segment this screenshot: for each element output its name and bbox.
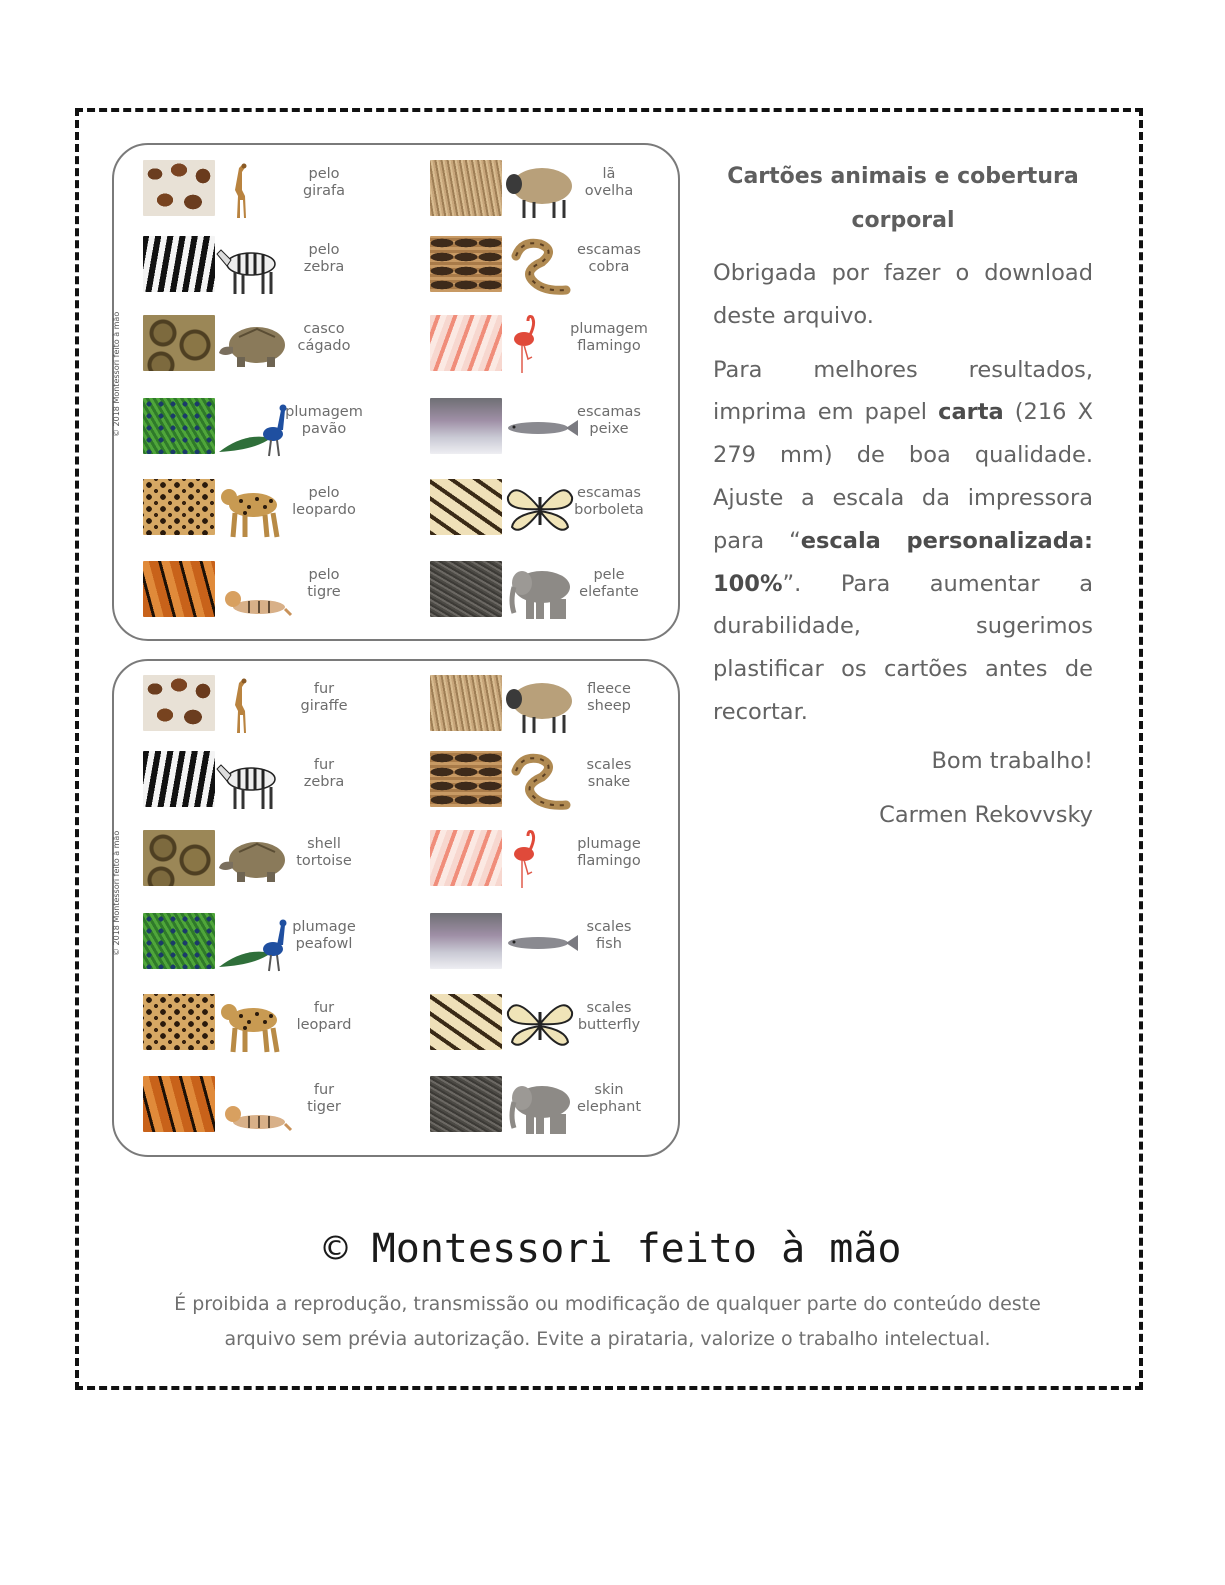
card-panel-portuguese: © 2018 Montessori feito à mão (112, 143, 680, 641)
card-butterfly (430, 994, 670, 1054)
card-covering-label: fleece (587, 681, 631, 697)
giraffe-texture-image (143, 160, 215, 216)
card-animal-label: zebra (303, 774, 345, 790)
card-covering-label: fur (313, 757, 335, 773)
card-animal-label: leopard (296, 1017, 352, 1033)
card-label (554, 757, 664, 791)
card-sheep (430, 675, 670, 735)
card-label (269, 1082, 379, 1116)
flamingo-texture-image (430, 315, 502, 371)
card-label (269, 757, 379, 791)
instructions-paragraph (713, 349, 1093, 734)
zebra-texture-image (143, 751, 215, 807)
card-covering-label: scales (586, 1000, 632, 1016)
tortoise-texture-image (143, 315, 215, 371)
info-body (713, 252, 1093, 745)
card-tiger (143, 561, 383, 621)
card-covering-label: scales (586, 919, 632, 935)
elephant-texture-image (430, 1076, 502, 1132)
peacock-texture-image (143, 913, 215, 969)
card-animal-label: zebra (303, 259, 345, 275)
card-animal-label: cágado (297, 338, 351, 354)
card-flamingo (430, 830, 670, 890)
card-animal-label: fish (596, 936, 622, 952)
snake-texture-image (430, 751, 502, 807)
brand-logo-text: © Montessori feito à mão (323, 1226, 902, 1272)
flamingo-texture-image (430, 830, 502, 886)
card-flamingo (430, 315, 670, 375)
card-label (554, 166, 664, 200)
card-covering-label: skin (594, 1082, 624, 1098)
legal-line-2: arquivo sem prévia autorização. Evite a pirataria, valorize o trabalho intelectual. (224, 1328, 991, 1350)
card-panel-english: © 2018 Montessori feito à mão (112, 659, 680, 1157)
card-label (554, 485, 664, 519)
card-animal-label: peixe (589, 421, 629, 437)
card-animal-label: sheep (587, 698, 631, 714)
giraffe-texture-image (143, 675, 215, 731)
card-fish (430, 398, 670, 458)
card-covering-label: fur (313, 681, 335, 697)
card-animal-label: elefante (579, 584, 639, 600)
card-label (269, 321, 379, 355)
card-covering-label: pelo (308, 485, 340, 501)
card-covering-label: plumage (292, 919, 356, 935)
paper-size-bold: carta (938, 399, 1004, 426)
card-snake (430, 236, 670, 296)
card-leopard (143, 479, 383, 539)
card-covering-label: plumagem (570, 321, 648, 337)
card-label (269, 836, 379, 870)
card-animal-label: peafowl (295, 936, 353, 952)
card-label (554, 321, 664, 355)
card-animal-label: flamingo (577, 338, 641, 354)
card-animal-label: leopardo (292, 502, 356, 518)
card-label (269, 681, 379, 715)
card-label (554, 836, 664, 870)
card-animal-label: pavão (301, 421, 347, 437)
card-covering-label: escamas (577, 242, 641, 258)
card-label (269, 404, 379, 438)
card-elephant (430, 561, 670, 621)
card-covering-label: pele (593, 567, 625, 583)
peacock-texture-image (143, 398, 215, 454)
legal-line-1: É proibida a reprodução, transmissão ou modificação de qualquer parte do conteúdo deste (174, 1293, 1041, 1315)
fish-texture-image (430, 913, 502, 969)
card-label (269, 1000, 379, 1034)
card-animal-label: girafa (302, 183, 346, 199)
tiger-texture-image (143, 561, 215, 617)
card-giraffe (143, 675, 383, 735)
card-zebra (143, 751, 383, 811)
card-covering-label: pelo (308, 567, 340, 583)
card-label (269, 919, 379, 953)
card-animal-label: ovelha (584, 183, 634, 199)
sheep-texture-image (430, 675, 502, 731)
card-covering-label: scales (586, 757, 632, 773)
elephant-texture-image (430, 561, 502, 617)
card-leopard (143, 994, 383, 1054)
instructions-text-2: (216 X 279 mm) de boa qualidade. Ajuste a escala da impressora para “ (713, 399, 1093, 554)
leopard-texture-image (143, 479, 215, 535)
fish-texture-image (430, 398, 502, 454)
card-label (554, 1082, 664, 1116)
print-scale-bold: escala personalizada: 100% (713, 527, 1094, 597)
card-animal-label: tortoise (296, 853, 352, 869)
leopard-texture-image (143, 994, 215, 1050)
card-covering-label: escamas (577, 404, 641, 420)
legal-notice (140, 1287, 1075, 1357)
card-sheep (430, 160, 670, 220)
instructions-text-1: Para melhores resultados, imprima em papel (713, 356, 1093, 426)
card-animal-label: snake (587, 774, 631, 790)
card-zebra (143, 236, 383, 296)
card-covering-label: plumage (577, 836, 641, 852)
card-elephant (430, 1076, 670, 1136)
card-covering-label: pelo (308, 242, 340, 258)
butterfly-texture-image (430, 994, 502, 1050)
card-covering-label: fur (313, 1000, 335, 1016)
card-peacock (143, 398, 383, 458)
card-covering-label: lã (602, 166, 616, 182)
card-label (554, 681, 664, 715)
instructions-text-3: ”. Para aumentar a durabilidade, sugerimos plastificar os cartões antes de recortar. (713, 570, 1093, 725)
tiger-texture-image (143, 1076, 215, 1132)
card-peacock (143, 913, 383, 973)
card-covering-label: fur (313, 1082, 335, 1098)
card-butterfly (430, 479, 670, 539)
card-label (554, 404, 664, 438)
card-animal-label: tiger (307, 1099, 341, 1115)
card-animal-label: giraffe (300, 698, 348, 714)
card-covering-label: plumagem (285, 404, 363, 420)
card-label (269, 166, 379, 200)
card-giraffe (143, 160, 383, 220)
card-label (554, 242, 664, 276)
card-label (554, 1000, 664, 1034)
card-label (269, 242, 379, 276)
snake-texture-image (430, 236, 502, 292)
card-animal-label: butterfly (577, 1017, 641, 1033)
card-fish (430, 913, 670, 973)
card-animal-label: elephant (576, 1099, 642, 1115)
card-tortoise (143, 830, 383, 890)
card-covering-label: escamas (577, 485, 641, 501)
sheep-texture-image (430, 160, 502, 216)
card-tiger (143, 1076, 383, 1136)
author-name: Carmen Rekovvsky (879, 802, 1093, 828)
thanks-paragraph: Obrigada por fazer o download deste arquivo. (713, 260, 1093, 329)
butterfly-texture-image (430, 479, 502, 535)
card-covering-label: pelo (308, 166, 340, 182)
zebra-texture-image (143, 236, 215, 292)
card-label (269, 485, 379, 519)
card-animal-label: flamingo (577, 853, 641, 869)
info-title: Cartões animais e cobertura corporal (727, 164, 1079, 233)
card-animal-label: borboleta (574, 502, 644, 518)
tortoise-texture-image (143, 830, 215, 886)
card-label (269, 567, 379, 601)
card-animal-label: tigre (307, 584, 341, 600)
card-label (554, 919, 664, 953)
card-animal-label: cobra (588, 259, 630, 275)
card-label (554, 567, 664, 601)
card-covering-label: shell (307, 836, 341, 852)
card-tortoise (143, 315, 383, 375)
card-covering-label: casco (303, 321, 345, 337)
closing-text: Bom trabalho! (931, 748, 1093, 774)
card-snake (430, 751, 670, 811)
